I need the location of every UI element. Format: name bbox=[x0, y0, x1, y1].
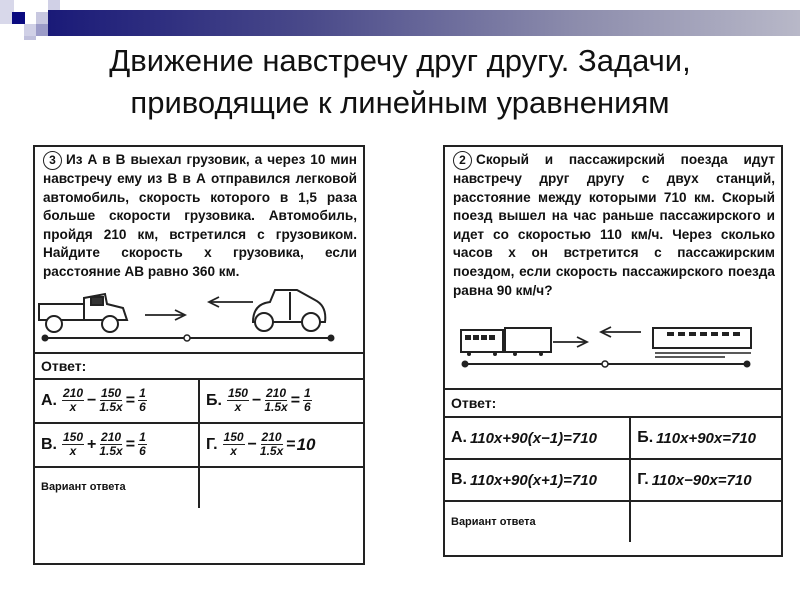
option-g[interactable]: Г. $\frac{150}{x}$ − $\frac{210}{1.5x}$ = 10 bbox=[198, 424, 363, 466]
option-v[interactable]: В. 110x+90(x+1)=710 bbox=[451, 471, 597, 489]
option-g[interactable]: Г. 110x−90x=710 bbox=[629, 460, 781, 500]
answer-label: Ответ: bbox=[451, 395, 497, 412]
problem-number-badge: 3 bbox=[43, 151, 62, 170]
option-b[interactable]: Б. 110x+90x=710 bbox=[629, 418, 781, 458]
variant-label: Вариант ответа bbox=[451, 515, 536, 528]
title-line-2: приводящие к линейным уравнениям bbox=[130, 85, 670, 120]
problem-text-right bbox=[445, 147, 781, 300]
answer-row bbox=[35, 352, 363, 378]
options-row-1 bbox=[35, 378, 363, 422]
problem-statement: Из А в В выехал грузовик, а через 10 мин навстречу ему из В в А отправился легковой автомобиль, скорость которого в 1,5 раза больше скорости грузовика. Автомобиль, пройдя 210 км, встретился с грузовиком. Найдите скорость x грузовика, если расстояние АВ равно 360 км. bbox=[43, 152, 357, 279]
truck-car-icon bbox=[35, 282, 363, 352]
variant-row bbox=[35, 466, 363, 508]
problem-text-left bbox=[35, 147, 363, 282]
answer-label: Ответ: bbox=[41, 357, 87, 374]
variant-row bbox=[445, 500, 781, 542]
answer-row bbox=[445, 388, 781, 416]
option-v[interactable]: В. $\frac{150}{x}$ + $\frac{210}{1.5x}$ = $\frac{1}{6}$ bbox=[41, 430, 146, 459]
problem-number-badge: 2 bbox=[453, 151, 472, 170]
variant-answer-input[interactable] bbox=[629, 502, 781, 542]
slide-title bbox=[0, 40, 800, 124]
problem-card-right bbox=[443, 145, 783, 557]
trains-icon bbox=[445, 308, 781, 388]
problem-statement: Скорый и пассажирский поезда идут навстречу друг другу с двух станций, расстояние между которыми 710 км. Скорый поезд вышел на час раньше пассажирского и идет со скоростью 110 км/ч. Через сколько часов x он встретится с пассажирским поездом, если скорость пассажирского поезда равна 90 км/ч? bbox=[453, 152, 775, 298]
option-a[interactable]: А. $\frac{210}{x}$ − $\frac{150}{1.5x}$ = $\frac{1}{6}$ bbox=[41, 386, 146, 415]
illustration-trains bbox=[445, 308, 781, 388]
options-row-1 bbox=[445, 416, 781, 458]
options-row-2 bbox=[445, 458, 781, 500]
illustration-truck-car bbox=[35, 282, 363, 352]
problem-card-left bbox=[33, 145, 365, 565]
title-line-1: Движение навстречу друг другу. Задачи, bbox=[109, 43, 691, 78]
option-a[interactable]: А. 110x+90(x−1)=710 bbox=[451, 429, 597, 447]
options-row-2 bbox=[35, 422, 363, 466]
variant-answer-input[interactable] bbox=[198, 468, 363, 508]
option-b[interactable]: Б. $\frac{150}{x}$ − $\frac{210}{1.5x}$ = $\frac{1}{6}$ bbox=[198, 380, 363, 422]
variant-label: Вариант ответа bbox=[41, 481, 126, 494]
title-gradient-bar bbox=[48, 10, 800, 36]
